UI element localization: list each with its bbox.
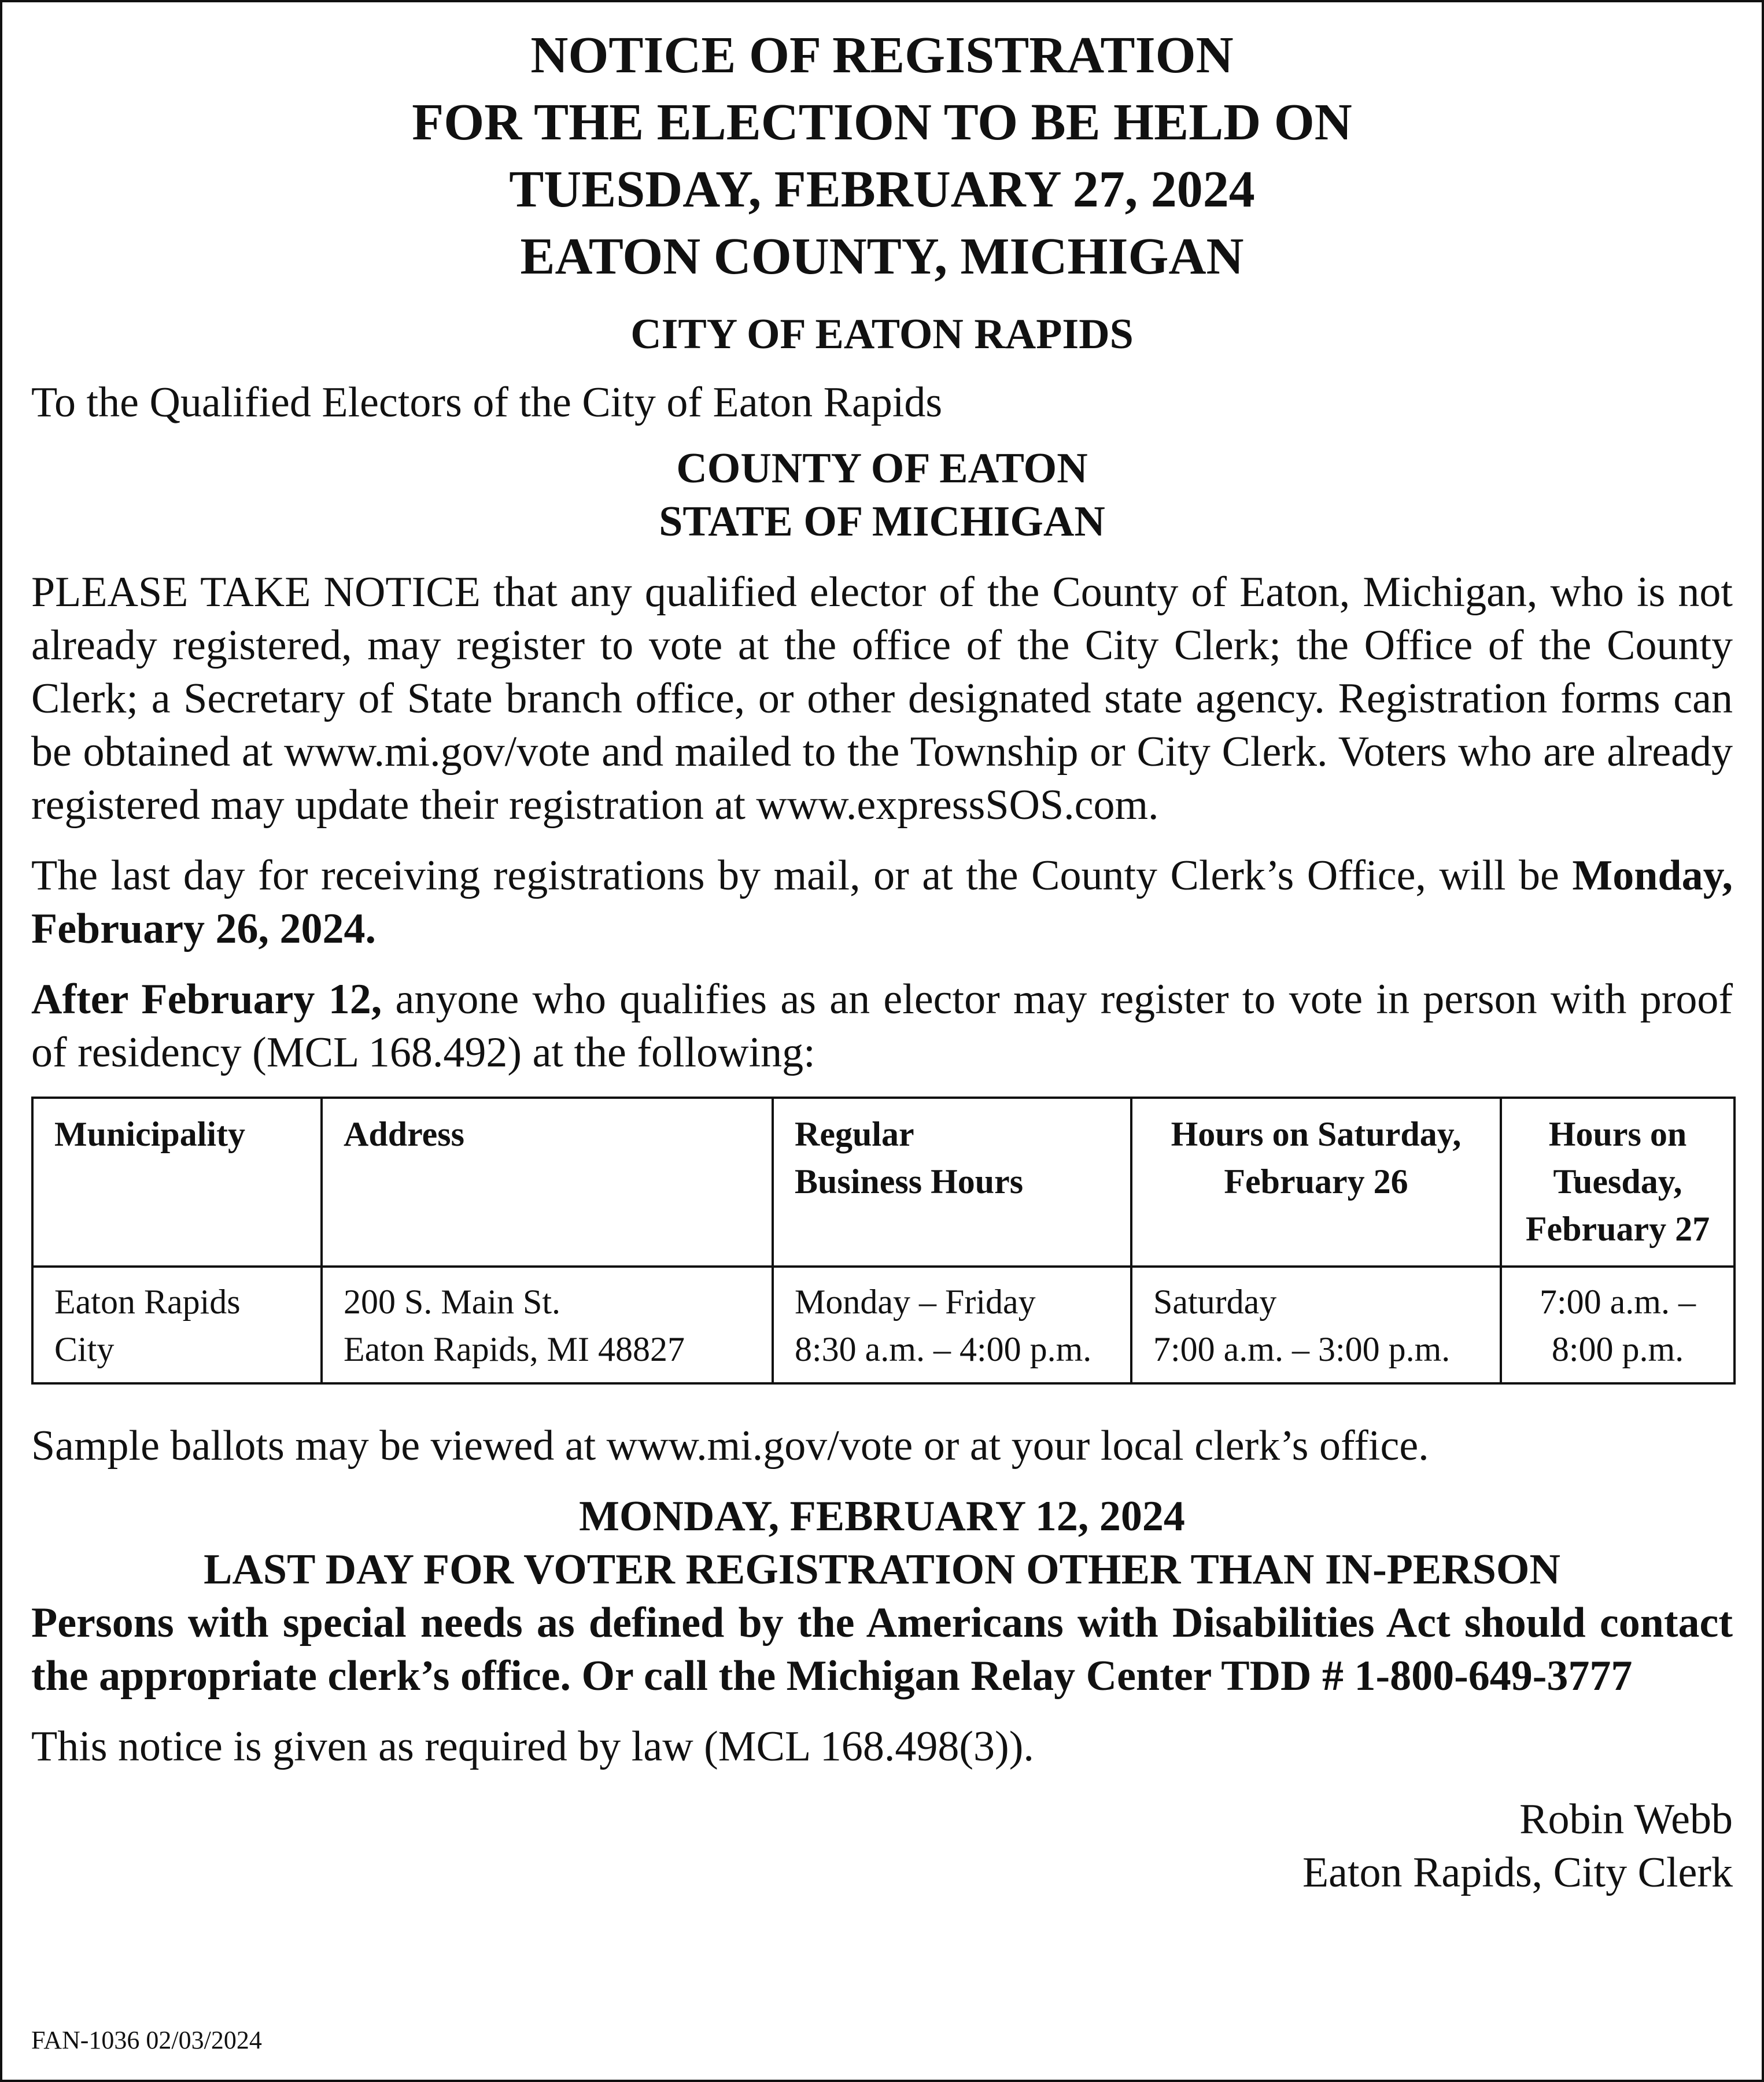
header-saturday-hours: Hours on Saturday, February 26 xyxy=(1131,1098,1501,1267)
after-lead: After February 12, xyxy=(31,976,382,1023)
ada-notice: Persons with special needs as defined by the Americans with Disabilities Act should contact the appropriate clerk’s office. Or call the Michigan Relay Center TDD # 1-800-649-3777 xyxy=(31,1599,1733,1700)
header-municipality: Municipality xyxy=(32,1098,322,1267)
header-address: Address xyxy=(322,1098,773,1267)
last-day-date: Monday, February 26, 2024. xyxy=(31,852,1733,953)
deadline-label: LAST DAY FOR VOTER REGISTRATION OTHER THAN IN-PERSON xyxy=(204,1546,1560,1593)
header-regular-hours: Regular Business Hours xyxy=(773,1098,1131,1267)
sample-ballots-note: Sample ballots may be viewed at www.mi.gov/vote or at your local clerk’s office. xyxy=(31,1422,1429,1470)
legal-notice: This notice is given as required by law (MCL 168.498(3)). xyxy=(31,1723,1034,1770)
after-text: anyone who qualifies as an elector may register to vote in person with proof of residency (MCL 168.492) at the following: xyxy=(31,976,1733,1076)
title-line-1: NOTICE OF REGISTRATION xyxy=(530,27,1234,84)
signature-name: Robin Webb xyxy=(1519,1796,1733,1843)
cell-address: 200 S. Main St. Eaton Rapids, MI 48827 xyxy=(322,1267,773,1383)
city-heading: CITY OF EATON RAPIDS xyxy=(630,311,1134,358)
county-heading: COUNTY OF EATON xyxy=(676,445,1088,492)
footer-code: FAN-1036 02/03/2024 xyxy=(31,2026,262,2054)
state-heading: STATE OF MICHIGAN xyxy=(659,498,1105,545)
signature-title: Eaton Rapids, City Clerk xyxy=(1302,1849,1733,1896)
deadline-block xyxy=(31,1490,1733,1596)
cell-saturday-hours: Saturday 7:00 a.m. – 3:00 p.m. xyxy=(1131,1267,1501,1383)
deadline-date: MONDAY, FEBRUARY 12, 2024 xyxy=(579,1493,1185,1540)
last-day-text: The last day for receiving registrations by mail, or at the County Clerk’s Office, will be xyxy=(31,852,1559,899)
notice-title xyxy=(31,22,1733,290)
signature-block xyxy=(31,1793,1733,1899)
registration-schedule-table xyxy=(31,1097,1736,1385)
jurisdiction xyxy=(31,442,1733,548)
title-line-2: FOR THE ELECTION TO BE HELD ON xyxy=(412,94,1352,151)
table-header-row xyxy=(32,1098,1735,1267)
salutation: To the Qualified Electors of the City of Eaton Rapids xyxy=(31,379,943,426)
after-paragraph xyxy=(31,973,1733,1079)
table-row xyxy=(32,1267,1735,1383)
last-day-paragraph xyxy=(31,849,1733,955)
header-tuesday-hours: Hours on Tuesday, February 27 xyxy=(1501,1098,1735,1267)
title-line-3: TUESDAY, FEBRUARY 27, 2024 xyxy=(509,161,1255,218)
cell-regular-hours: Monday – Friday 8:30 a.m. – 4:00 p.m. xyxy=(773,1267,1131,1383)
notice-paragraph: PLEASE TAKE NOTICE that any qualified elector of the County of Eaton, Michigan, who is not already registered, may register to vote at the office of the City Clerk; the Office of the County Clerk; a Secretary of State branch office, or other designated state agency. Registration forms can be obtained at www.mi.gov/vote and mailed to the Township or City Clerk. Voters who are already registered may update their registration at www.expressSOS.com. xyxy=(31,569,1733,829)
cell-tuesday-hours: 7:00 a.m. – 8:00 p.m. xyxy=(1501,1267,1735,1383)
cell-municipality: Eaton Rapids City xyxy=(32,1267,322,1383)
title-line-4: EATON COUNTY, MICHIGAN xyxy=(520,228,1244,285)
